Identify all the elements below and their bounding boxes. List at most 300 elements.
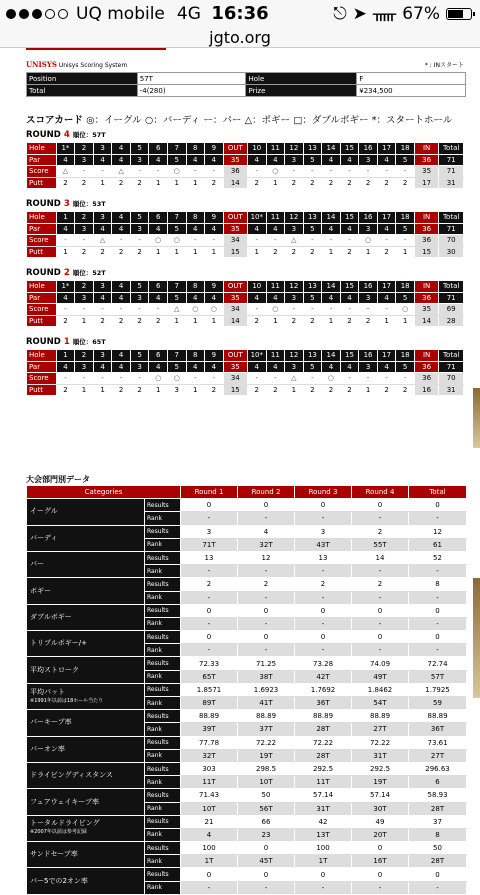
scorecard-cell: OUT [223,143,247,155]
stats-row [27,736,467,749]
brand-logo: UNISYS [26,60,57,69]
scorecard-cell: 4 [93,361,112,373]
scorecard-cell: 3 [359,154,378,166]
scorecard-cell: 6 [149,350,168,362]
scorecard-row-hole [27,212,464,224]
category-name: パーオン率 [30,744,65,753]
stats-row [27,551,467,564]
scorecard-row-par [27,154,464,166]
stats-result-cell: 1.8571 [181,683,238,696]
scorecard-cell: OUT [223,350,247,362]
stats-rank-cell: 1T [295,855,352,868]
scorecard-cell: 70 [439,373,464,385]
scorecard-cell: 11 [266,212,285,224]
scorecard-cell: 9 [205,143,224,155]
scorecard-cell: - [75,166,94,178]
stats-result-cell: 0 [295,631,352,644]
stats-rank-cell: 27T [352,723,409,736]
stats-result-cell: 0 [409,631,467,644]
scorecard-cell: 2 [340,177,359,189]
scorecard-cell: 5 [396,361,415,373]
stats-result-cell: 0 [295,499,352,512]
stats-result-cell: 0 [181,868,238,881]
stats-rank-cell: 59 [409,697,467,710]
round-label: ROUND [26,130,61,140]
stats-row [27,789,467,802]
stats-rank-cell: - [295,881,352,894]
scorecard-cell: 2 [93,246,112,258]
status-bar [0,0,480,28]
scorecard-cell: - [56,373,75,385]
scorecard-cell: - [248,166,267,178]
scorecard-row-par [27,361,464,373]
stats-rank-cell: 36T [409,723,467,736]
scorecard-cell: - [149,166,168,178]
results-label: Results [145,789,181,802]
stats-result-cell: 88.89 [238,710,295,723]
scorecard-cell: 13 [303,212,322,224]
scorecard-cell: - [377,304,396,316]
scorecard-cell: - [359,304,378,316]
scorecard-cell: 71 [439,292,464,304]
stats-rank-cell: 1T [181,855,238,868]
rank-label: Rank [145,749,181,762]
results-label: Results [145,762,181,775]
rank-label: Rank [145,644,181,657]
category-name: トータルドライビング [30,819,100,828]
stats-result-cell: 0 [181,604,238,617]
scorecard-cell: Par [27,223,57,235]
scorecard-cell: ○ [396,304,415,316]
round-label: ROUND [26,337,61,347]
round-title [26,337,106,347]
round-label: ROUND [26,199,61,209]
scorecard-cell: 15 [223,246,247,258]
scorecard-row-score [27,373,464,385]
battery-icon [446,8,472,20]
stats-rank-cell: 89T [181,697,238,710]
scorecard-cell: - [112,373,131,385]
scorecard-cell: 4 [149,292,168,304]
scorecard-cell: 4 [149,223,168,235]
scorecard-cell: 4 [322,361,341,373]
scorecard-cell: 2 [303,246,322,258]
scorecard-cell: △ [93,235,112,247]
scorecard-cell: 2 [322,177,341,189]
scorecard-cell: 35 [414,166,438,178]
stats-rank-cell: 31T [295,802,352,815]
scorecard-cell: 5 [167,292,186,304]
scorecard-cell: 2 [56,177,75,189]
stats-row [27,683,467,696]
rank-label: Rank [145,512,181,525]
scorecard-cell: 1 [167,246,186,258]
stats-result-cell: 3 [295,525,352,538]
scorecard-cell: 2 [56,384,75,396]
scorecard-cell: 2 [205,177,224,189]
legend-item: ◎：イーグル [86,115,142,126]
scorecard-cell: 14 [322,350,341,362]
scorecard-cell: - [75,373,94,385]
side-decoration [473,388,480,448]
stats-header: Round 4 [352,486,409,499]
scorecard-cell: Par [27,154,57,166]
stats-result-cell: 0 [295,604,352,617]
stats-result-cell: 0 [181,499,238,512]
stats-rank-cell: 32T [181,749,238,762]
scorecard-cell: 30 [439,246,464,258]
scorecard-cell: 18 [396,212,415,224]
scorecard-cell: 18 [396,350,415,362]
scorecard-cell: 3 [75,154,94,166]
side-decoration [473,578,480,698]
scorecard-cell: Total [439,350,464,362]
scorecard-cell: 71 [439,154,464,166]
stats-result-cell: 2 [295,578,352,591]
results-label: Results [145,815,181,828]
stats-result-cell: 88.89 [181,710,238,723]
scorecard-cell: 10 [248,143,267,155]
scorecard-cell: ○ [167,235,186,247]
scorecard-cell: 2 [377,246,396,258]
scorecard-cell: 4 [322,154,341,166]
stats-rank-cell: 13T [295,828,352,841]
stats-rank-cell: 28T [295,749,352,762]
stats-category [27,762,145,788]
scorecard-cell: - [248,235,267,247]
stats-rank-cell: 28T [295,723,352,736]
stats-rank-cell: 23 [238,828,295,841]
scorecard-cell: 2 [75,281,94,293]
scorecard-cell: 5 [396,154,415,166]
stats-rank-cell: 19T [238,749,295,762]
scorecard-cell: 15 [340,281,359,293]
scorecard-cell: - [285,166,304,178]
scorecard-cell: - [285,304,304,316]
legend-item: △：ボギー [244,115,291,126]
stats-result-cell: 14 [352,551,409,564]
scorecard-cell: - [130,235,149,247]
scorecard-cell: 14 [322,143,341,155]
stats-rank-cell: - [238,591,295,604]
scorecard-cell: 4 [340,292,359,304]
stats-rank-cell: - [295,591,352,604]
scorecard-cell: 2 [130,315,149,327]
summary-key: Position [27,73,138,85]
stats-result-cell: 52 [409,551,467,564]
scorecard-cell: 3 [285,154,304,166]
rank-label: Rank [145,697,181,710]
scorecard-cell: 1 [396,246,415,258]
scorecard-cell: 1 [266,177,285,189]
results-label: Results [145,578,181,591]
stats-result-cell: 298.5 [238,762,295,775]
scorecard-cell: 4 [112,212,131,224]
scorecard-cell: 2 [205,384,224,396]
scorecard-cell: 2 [112,384,131,396]
scorecard-cell: 5 [130,212,149,224]
stats-result-cell: 66 [238,815,295,828]
stats-result-cell: 88.89 [409,710,467,723]
stats-rank-cell: - [409,617,467,630]
scorecard-cell: Putt [27,315,57,327]
scorecard-cell: 2 [266,384,285,396]
rank-label: Rank [145,723,181,736]
summary-value: -4(280) [137,85,246,97]
results-label: Results [145,683,181,696]
stats-header-row [27,486,467,499]
scorecard-cell: - [322,304,341,316]
scorecard-cell: 2 [112,315,131,327]
scorecard-cell: 36 [414,361,438,373]
scorecard-cell: IN [414,212,438,224]
scorecard-cell: 1 [359,384,378,396]
scorecard-cell: 14 [322,281,341,293]
stats-rank-cell: - [409,881,467,894]
stats-rank-cell: 16T [352,855,409,868]
scorecard-cell: 3 [285,361,304,373]
stats-result-cell: 296.63 [409,762,467,775]
stats-row [27,710,467,723]
bluetooth-icon: ᚅ [372,4,397,24]
stats-result-cell: 77.78 [181,736,238,749]
scorecard-cell: 2 [130,177,149,189]
stats-category [27,789,145,815]
results-label: Results [145,525,181,538]
scorecard-cell: ○ [266,304,285,316]
stats-result-cell: 303 [181,762,238,775]
scorecard-cell: - [93,373,112,385]
stats-header: Round 1 [181,486,238,499]
stats-rank-cell: - [409,591,467,604]
scorecard-cell: - [303,235,322,247]
scorecard-cell: Putt [27,246,57,258]
scorecard-cell: - [359,166,378,178]
round-number: 2 [63,268,70,278]
scorecard-cell: 4 [248,154,267,166]
scorecard-cell: 1 [56,212,75,224]
scorecard-cell: 3 [130,361,149,373]
scorecard-cell: 1 [322,246,341,258]
scorecard-cell: ○ [167,166,186,178]
scorecard-cell: 36 [414,223,438,235]
scorecard-cell: - [205,373,224,385]
scorecard-cell: - [205,235,224,247]
scorecard-cell: 4 [205,223,224,235]
stats-rank-cell: - [295,617,352,630]
scorecard-cell: 36 [414,292,438,304]
summary-key: Prize [246,85,357,97]
scorecard-row-par [27,292,464,304]
scorecard-cell: 1 [93,384,112,396]
scorecard-cell: 16 [359,212,378,224]
scorecard-cell: 17 [377,350,396,362]
stats-result-cell: 73.28 [295,657,352,670]
stats-result-cell: 0 [352,842,409,855]
scorecard-cell: 14 [223,177,247,189]
stats-rank-cell: - [409,512,467,525]
scorecard-cell: ○ [322,373,341,385]
stats-rank-cell: 39T [181,723,238,736]
scorecard-cell: 1 [167,315,186,327]
scorecard-cell: - [186,373,205,385]
stats-rank-cell: 42T [295,670,352,683]
scorecard-cell: 12 [285,350,304,362]
scorecard-row-par [27,223,464,235]
stats-result-cell: 42 [295,815,352,828]
carrier: UQ mobile [76,4,165,24]
scorecard-cell: 2 [112,177,131,189]
scorecard-cell: 4 [112,223,131,235]
stats-result-cell: 72.33 [181,657,238,670]
stats-category [27,525,145,551]
scorecard-cell: - [93,166,112,178]
stats-result-cell: 21 [181,815,238,828]
scorecard-cell: 1 [167,177,186,189]
scorecard-cell: 1 [285,384,304,396]
scorecard-cell: 3 [359,292,378,304]
stats-category [27,868,145,894]
stats-result-cell: 13 [295,551,352,564]
scorecard-cell: 18 [396,143,415,155]
scorecard-cell: 17 [377,281,396,293]
scorecard-cell: ○ [359,235,378,247]
stats-result-cell: 88.89 [352,710,409,723]
scorecard-cell: 2 [377,384,396,396]
scorecard-cell: 35 [223,154,247,166]
scorecard-cell: 4 [93,292,112,304]
stats-rank-cell: 55T [352,538,409,551]
scorecard-cell: 4 [340,154,359,166]
scorecard-cell: 34 [223,373,247,385]
stats-rank-cell: - [352,565,409,578]
stats-row [27,604,467,617]
stats-rank-cell: 30T [352,802,409,815]
scorecard-cell: 14 [414,315,438,327]
scorecard-cell: 4 [112,281,131,293]
category-name: イーグル [30,507,58,516]
scorecard-cell: 3 [285,223,304,235]
stats-result-cell: 1.6923 [238,683,295,696]
round-rank: 順位：65T [72,338,106,346]
scorecard-cell: 2 [285,177,304,189]
scorecard-cell: 2 [322,384,341,396]
scorecard-cell: Score [27,166,57,178]
scorecard-cell: 4 [377,292,396,304]
stats-rank-cell: 19T [352,776,409,789]
stats-rank-cell: 41T [238,697,295,710]
stats-rank-cell: - [352,512,409,525]
scorecard-cell: 4 [112,361,131,373]
scorecard-cell: 1 [359,246,378,258]
results-label: Results [145,842,181,855]
scorecard-cell: ○ [205,304,224,316]
scorecard-row-putt [27,246,464,258]
scorecard-cell: 4 [266,292,285,304]
stats-rank-cell: 61 [409,538,467,551]
stats-rank-cell: - [181,591,238,604]
scorecard-table [26,142,464,189]
scorecard-cell: 4 [248,361,267,373]
round-title [26,130,106,140]
scorecard-cell: - [377,235,396,247]
scorecard-cell: - [340,166,359,178]
scorecard-cell: 2 [93,315,112,327]
scorecard-cell: 3 [130,154,149,166]
scorecard-cell: 14 [223,315,247,327]
scorecard-cell: 2 [75,212,94,224]
stats-result-cell: 71.25 [238,657,295,670]
scorecard-cell: 4 [266,154,285,166]
scorecard-cell: - [130,304,149,316]
summary-value: F [357,73,466,85]
scorecard-cell: 4 [205,154,224,166]
scorecard-cell: - [186,235,205,247]
stats-rank-cell: - [352,881,409,894]
scorecard-cell: 13 [303,350,322,362]
scorecard-cell: 4 [112,143,131,155]
scorecard-cell: 2 [75,143,94,155]
scorecard-cell: - [75,304,94,316]
stats-result-cell: 292.5 [295,762,352,775]
scorecard-cell: 12 [285,143,304,155]
stats-rank-cell: 45T [238,855,295,868]
scorecard-cell: 10* [248,212,267,224]
category-name: ドライビングディスタンス [30,771,113,780]
location-icon: ➤ [352,4,367,24]
url-bar[interactable] [0,28,480,48]
scorecard-legend [26,112,452,126]
scorecard-cell: ○ [266,166,285,178]
scorecard-cell: 71 [439,361,464,373]
scorecard-cell: 71 [439,166,464,178]
rank-label: Rank [145,617,181,630]
legend-item: *：スタートホール [371,115,453,126]
battery-percent: 67% [402,4,440,24]
rank-label: Rank [145,776,181,789]
scorecard-cell: - [266,373,285,385]
scorecard-cell: 3 [130,292,149,304]
category-name: 平均パット [30,687,65,696]
stats-rank-cell: - [352,591,409,604]
stats-rank-cell: - [181,565,238,578]
stats-rank-cell: - [238,644,295,657]
stats-result-cell: 2 [181,578,238,591]
stats-result-cell: 0 [352,631,409,644]
scorecard-cell: - [396,166,415,178]
scorecard-cell: 12 [285,281,304,293]
stats-result-cell: 0 [181,631,238,644]
scorecard-cell: - [93,304,112,316]
category-name: ダブルボギー [30,612,72,621]
stats-rank-cell: 37T [238,723,295,736]
stats-rank-cell: 43T [295,538,352,551]
category-name: フェアウェイキープ率 [30,797,100,806]
scorecard-cell: 2 [303,315,322,327]
stats-rank-cell: - [295,565,352,578]
stats-rank-cell: - [181,512,238,525]
stats-rank-cell: 56T [238,802,295,815]
scorecard-cell: 10* [248,350,267,362]
scorecard-cell: - [340,235,359,247]
scorecard-cell: 34 [223,235,247,247]
stats-table [26,485,467,895]
rank-label: Rank [145,591,181,604]
scorecard-cell: 1 [322,315,341,327]
stats-rank-cell: - [181,881,238,894]
page-content[interactable] [0,48,480,892]
scorecard-cell: 16 [359,281,378,293]
